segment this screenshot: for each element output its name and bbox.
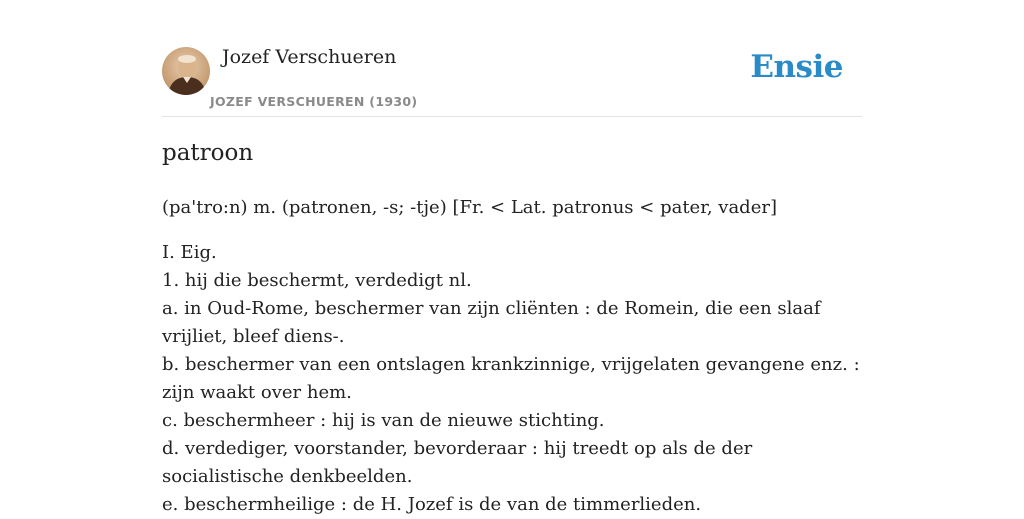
definition-line: e. beschermheilige : de H. Jozef is de van de timmerlieden.	[162, 494, 702, 515]
definition-line: d. verdediger, voorstander, bevorderaar : hij treedt op als de der socialistische denkbeelden.	[162, 438, 753, 487]
definition-line: c. beschermheer : hij is van de nieuwe stichting.	[162, 410, 605, 431]
author-meta: JOZEF VERSCHUEREN (1930)	[210, 94, 418, 109]
entry-etymology: (pa'tro:n) m. (patronen, -s; -tje) [Fr. < Lat. patronus < pater, vader]	[162, 197, 777, 218]
author-name[interactable]: Jozef Verschueren	[222, 46, 397, 68]
author-avatar[interactable]	[162, 47, 210, 95]
author-portrait-icon	[162, 47, 210, 95]
document-page	[162, 0, 862, 515]
definition-line: I. Eig.	[162, 242, 217, 263]
definition-line: a. in Oud-Rome, beschermer van zijn cliënten : de Romein, die een slaaf vrijliet, bleef diens-.	[162, 298, 821, 347]
definition-line: 1. hij die beschermt, verdedigt nl.	[162, 270, 472, 291]
page-header	[162, 0, 862, 117]
definition-line: b. beschermer van een ontslagen krankzinnige, vrijgelaten gevangene enz. : zijn waakt over hem.	[162, 354, 860, 403]
entry-title: patroon	[162, 140, 254, 166]
entry-body	[162, 239, 862, 519]
ensie-logo-link[interactable]: Ensie	[750, 49, 843, 85]
